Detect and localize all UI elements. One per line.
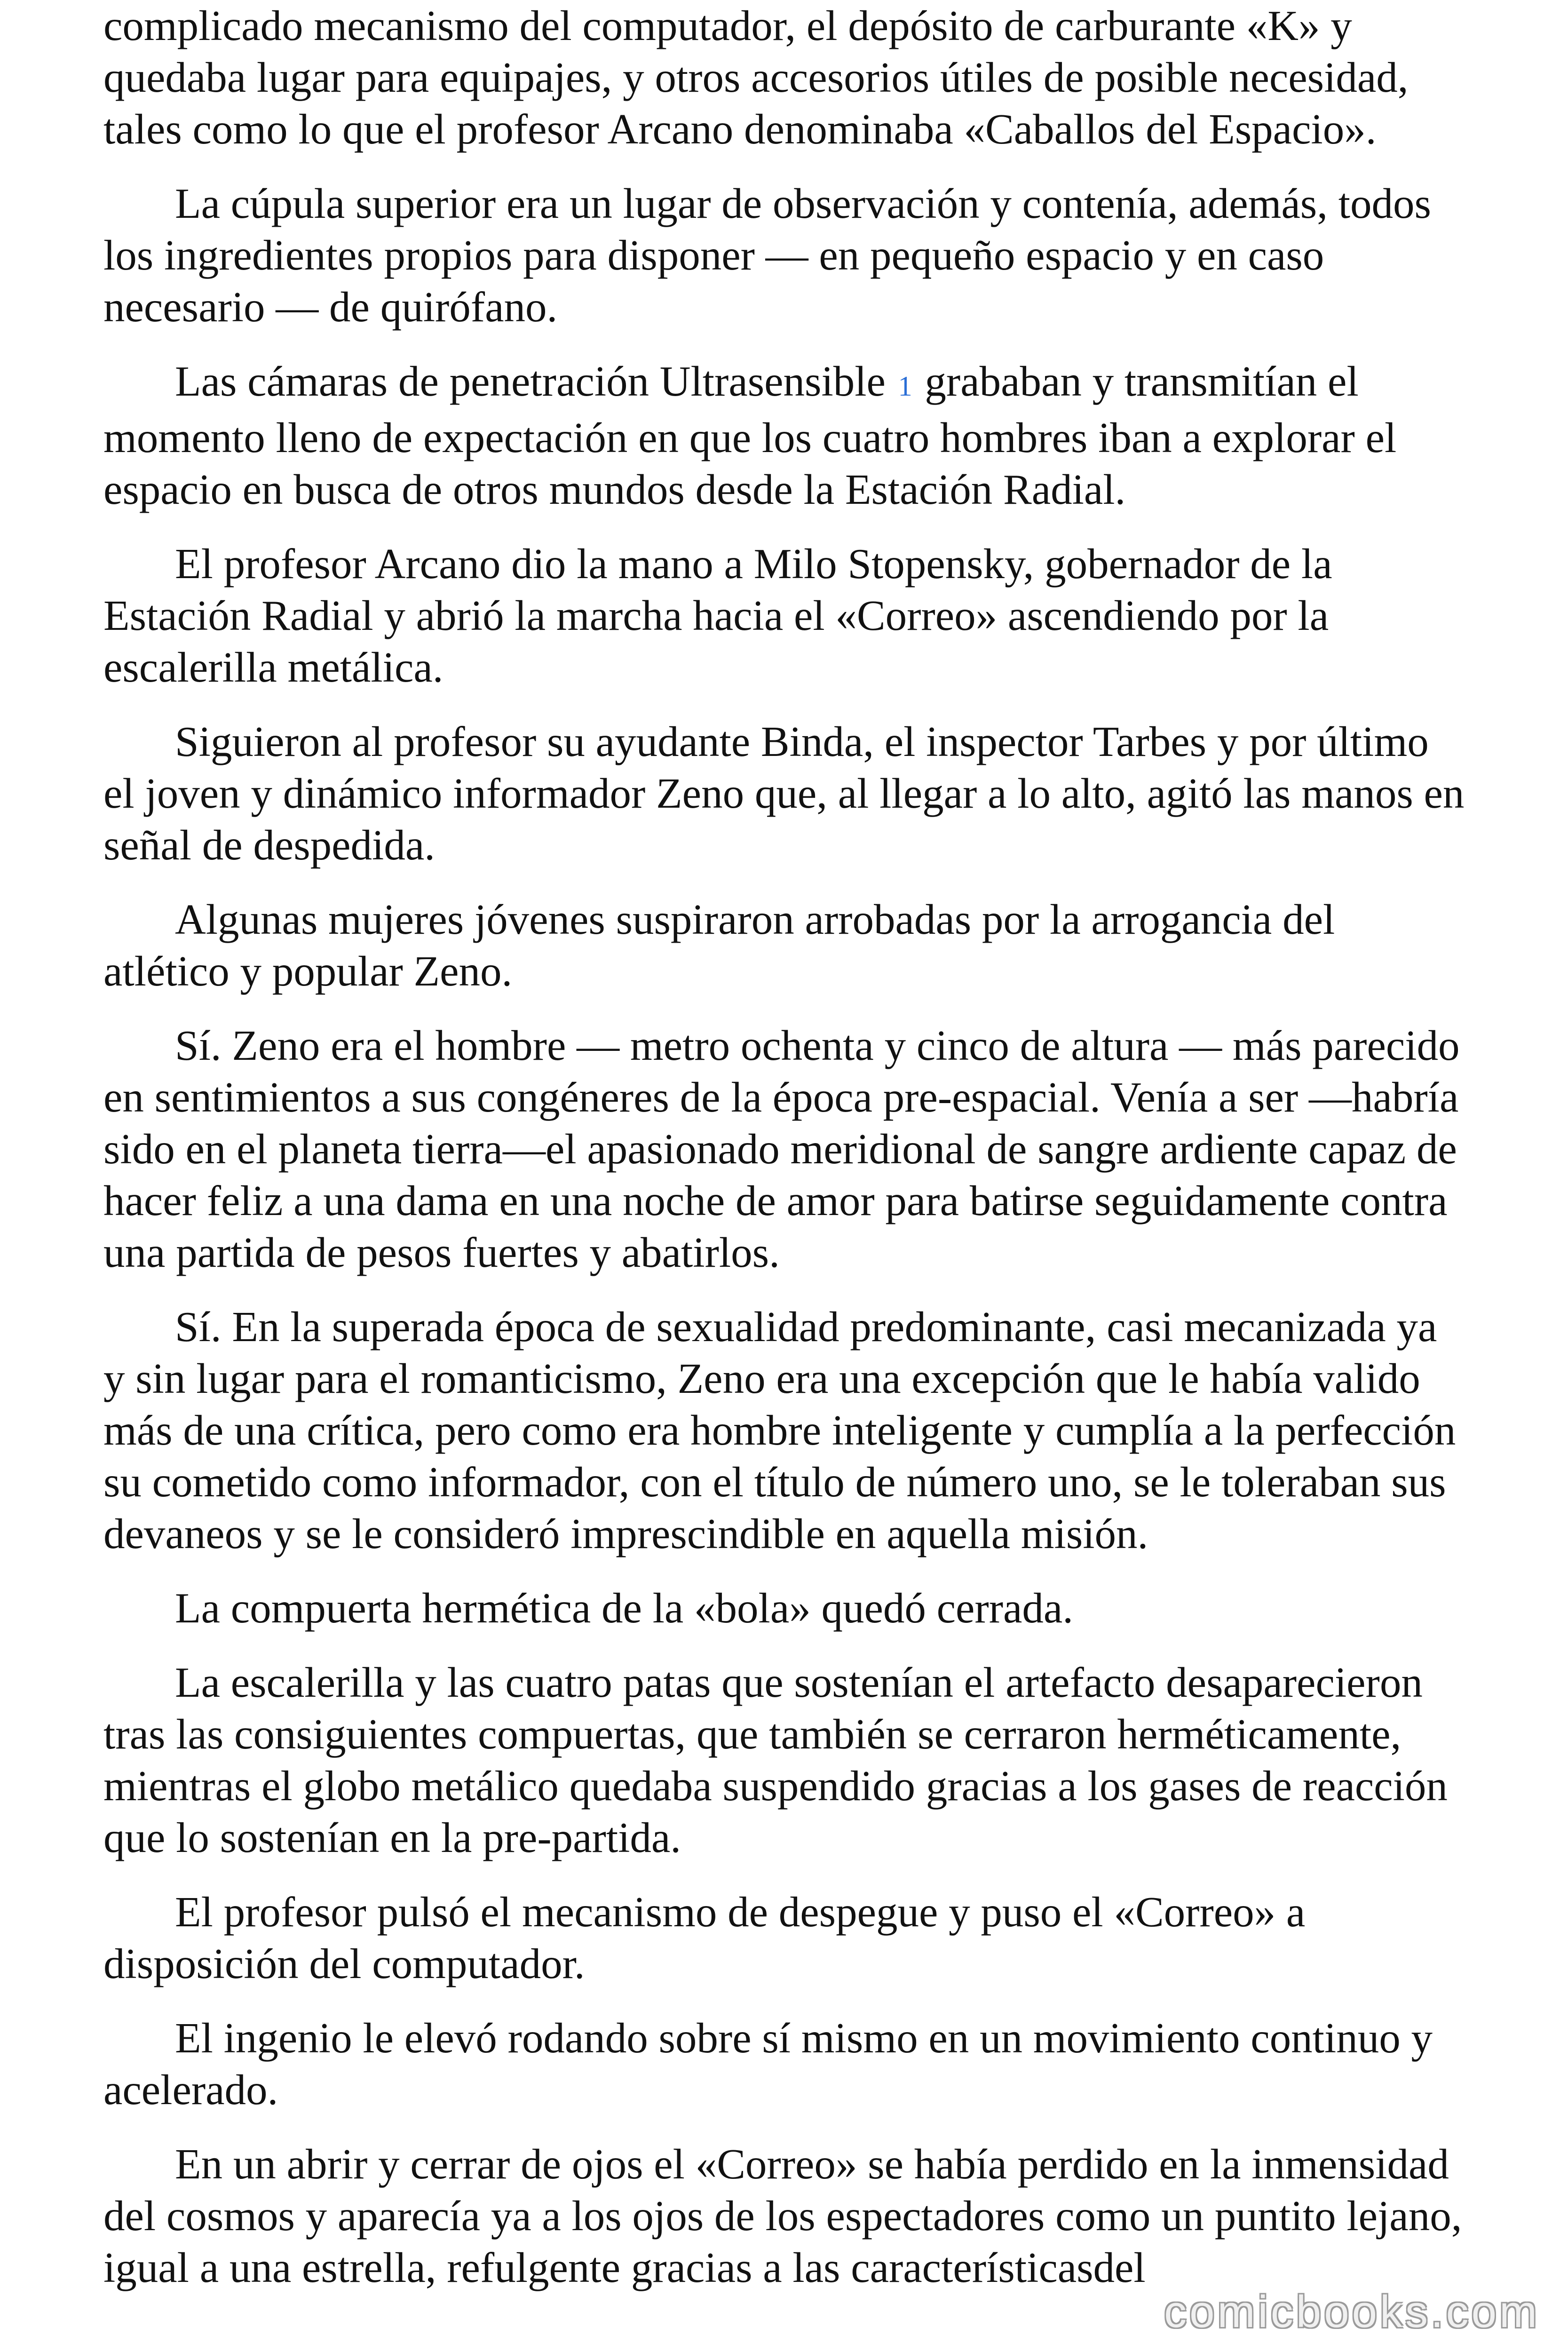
footnote-link[interactable]: 1	[898, 371, 912, 402]
paragraph-2: La cúpula superior era un lugar de observación y contenía, además, todos los ingredientes propios para disponer — en pequeño espacio y en caso necesario — de quirófano.	[103, 180, 1431, 331]
paragraph-3-text-before: Las cámaras de penetración Ultrasensible	[175, 358, 886, 405]
paragraph-4: El profesor Arcano dio la mano a Milo Stopensky, gobernador de la Estación Radial y abrió la marcha hacia el «Correo» ascendiendo por la escalerilla metálica.	[103, 540, 1332, 691]
paragraph-13: En un abrir y cerrar de ojos el «Correo» se había perdido en la inmensidad del cosmos y aparecía ya a los ojos de los espectadores como un puntito lejano, igual a una estrella, refulgente gracias a las característicasdel	[103, 2140, 1462, 2291]
paragraph-6: Algunas mujeres jóvenes suspiraron arrobadas por la arrogancia del atlético y popular Zeno.	[103, 896, 1335, 995]
paragraph-7: Sí. Zeno era el hombre — metro ochenta y cinco de altura — más parecido en sentimientos a sus congéneres de la época pre-espacial. Venía a ser —habría sido en el planeta tierra—el apasionado meridional de sangre ardiente capaz de hacer feliz a una dama en una noche de amor para batirse seguidamente contra una partida de pesos fuertes y abatirlos.	[103, 1022, 1460, 1276]
paragraph-3-text-after: grababan y transmitían el momento lleno de expectación en que los cuatro hombres iban a explorar el espacio en busca de otros mundos desde la Estación Radial.	[103, 358, 1397, 513]
paragraph-9: La compuerta hermética de la «bola» quedó cerrada.	[175, 1584, 1074, 1632]
paragraph-10: La escalerilla y las cuatro patas que sostenían el artefacto desaparecieron tras las consiguientes compuertas, que también se cerraron herméticamente, mientras el globo metálico quedaba suspendido gracias a los gases de reacción que lo sostenían en la pre-partida.	[103, 1659, 1448, 1861]
paragraph-8: Sí. En la superada época de sexualidad predominante, casi mecanizada ya y sin lugar para el romanticismo, Zeno era una excepción que le había valido más de una crítica, pero como era hombre inteligente y cumplía a la perfección su cometido como informador, con el título de número uno, se le toleraban sus devaneos y se le consideró imprescindible en aquella misión.	[103, 1303, 1456, 1557]
paragraph-11: El profesor pulsó el mecanismo de despegue y puso el «Correo» a disposición del computador.	[103, 1888, 1306, 1987]
paragraph-1: complicado mecanismo del computador, el depósito de carburante «K» y quedaba lugar para equipajes, y otros accesorios útiles de posible necesidad, tales como lo que el profesor Arcano denominaba «Caballos del Espacio».	[103, 2, 1409, 153]
paragraph-12: El ingenio le elevó rodando sobre sí mismo en un movimiento continuo y acelerado.	[103, 2014, 1433, 2114]
body-text	[103, 0, 1467, 2316]
paragraph-5: Siguieron al profesor su ayudante Binda, el inspector Tarbes y por último el joven y dinámico informador Zeno que, al llegar a lo alto, agitó las manos en señal de despedida.	[103, 718, 1465, 869]
paragraph-3	[103, 356, 1467, 516]
watermark: comicbooks.com	[1164, 2287, 1540, 2337]
